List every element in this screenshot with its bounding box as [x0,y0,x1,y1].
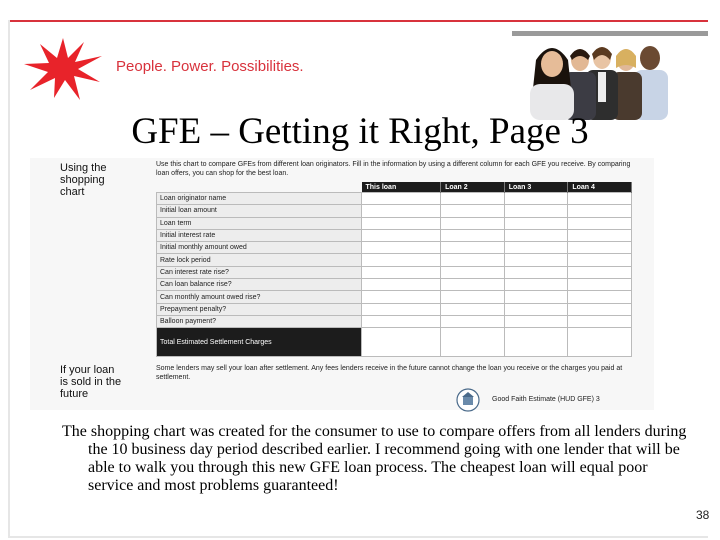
row-label: Prepayment penalty? [157,303,362,315]
total-row [157,328,632,357]
side-heading-line: Using the [60,162,107,174]
column-header: Loan 4 [568,182,632,193]
row-label: Rate lock period [157,254,362,266]
table-row [157,279,632,291]
table-cell [362,303,441,315]
table-cell [504,217,568,229]
chart-intro-text: Use this chart to compare GFEs from different loan originators. Fill in the information by using a different column for each GFE you receive. By comparing loan offers, you can shop for the best loan. [156,161,631,177]
table-cell [568,291,632,303]
hud-seal-icon [456,388,480,412]
table-cell [441,328,505,357]
form-footer: Good Faith Estimate (HUD GFE) 3 [492,396,600,403]
table-cell [362,266,441,278]
table-cell [568,279,632,291]
side-heading-line: If your loan [60,364,115,376]
company-tagline: People. Power. Possibilities. [116,58,304,75]
table-cell [362,279,441,291]
table-row [157,291,632,303]
table-cell [441,242,505,254]
table-cell [362,291,441,303]
table-cell [441,291,505,303]
side-heading-line: future [60,388,89,400]
total-row-label: Total Estimated Settlement Charges [157,328,362,357]
table-row [157,217,632,229]
top-accent-bar [512,31,708,36]
table-cell [568,217,632,229]
table-cell [362,217,441,229]
side-heading-line: chart [60,186,85,198]
table-cell [362,315,441,327]
table-cell [362,242,441,254]
table-cell [568,266,632,278]
table-cell [568,303,632,315]
row-label: Initial loan amount [157,205,362,217]
table-cell [504,315,568,327]
side-heading-shopping-chart [60,162,106,198]
row-label: Initial interest rate [157,229,362,241]
table-row [157,193,632,205]
loan-sold-note: Some lenders may sell your loan after settlement. Any fees lenders receive in the future cannot change the loan you receive or the charges you paid at settlement. [156,365,623,381]
table-row [157,303,632,315]
page-number: 38 [696,508,710,522]
row-label: Can interest rate rise? [157,266,362,278]
table-cell [504,254,568,266]
table-cell [504,205,568,217]
table-cell [504,291,568,303]
row-label: Loan term [157,217,362,229]
table-row [157,205,632,217]
table-cell [362,328,441,357]
table-cell [441,266,505,278]
table-cell [441,303,505,315]
side-heading-loan-sold [60,364,121,400]
table-row [157,315,632,327]
people-photo [522,38,684,120]
row-label: Balloon payment? [157,315,362,327]
slide-body-text: The shopping chart was created for the consumer to use to compare offers from all lenders during the 10 business day period described earlier. I recommend going with one lender that will be able to walk you through this new GFE loan process. The cheapest loan will equal poor service and most problems guaranteed! [62,423,687,494]
table-cell [568,205,632,217]
top-divider [8,20,708,22]
table-cell [504,279,568,291]
column-header: Loan 2 [441,182,505,193]
table-cell [441,315,505,327]
row-label: Can loan balance rise? [157,279,362,291]
table-cell [568,315,632,327]
table-row [157,229,632,241]
column-header: Loan 3 [504,182,568,193]
slide-title: GFE – Getting it Right, Page 3 [131,111,589,152]
table-cell [568,328,632,357]
table-cell [568,254,632,266]
table-row [157,266,632,278]
table-row [157,242,632,254]
table-cell [504,242,568,254]
table-cell [362,193,441,205]
left-border [8,20,10,538]
bottom-border [8,536,708,538]
table-cell [441,254,505,266]
table-cell [362,254,441,266]
table-cell [441,193,505,205]
starburst-logo-icon [22,36,104,102]
row-label: Loan originator name [157,193,362,205]
table-cell [568,229,632,241]
table-cell [568,193,632,205]
table-cell [504,266,568,278]
side-heading-line: is sold in the [60,376,122,388]
table-cell [362,205,441,217]
side-heading-line: shopping [60,174,105,186]
comparison-table [156,182,632,357]
table-cell [504,193,568,205]
table-cell [504,303,568,315]
row-label: Can monthly amount owed rise? [157,291,362,303]
table-corner [157,182,362,193]
table-cell [504,328,568,357]
table-cell [441,217,505,229]
row-label: Initial monthly amount owed [157,242,362,254]
table-cell [362,229,441,241]
table-header-row [157,182,632,193]
table-cell [441,279,505,291]
table-cell [504,229,568,241]
table-row [157,254,632,266]
shopping-chart-image [30,158,654,410]
column-header: This loan [362,182,441,193]
table-cell [441,205,505,217]
table-cell [441,229,505,241]
table-cell [568,242,632,254]
